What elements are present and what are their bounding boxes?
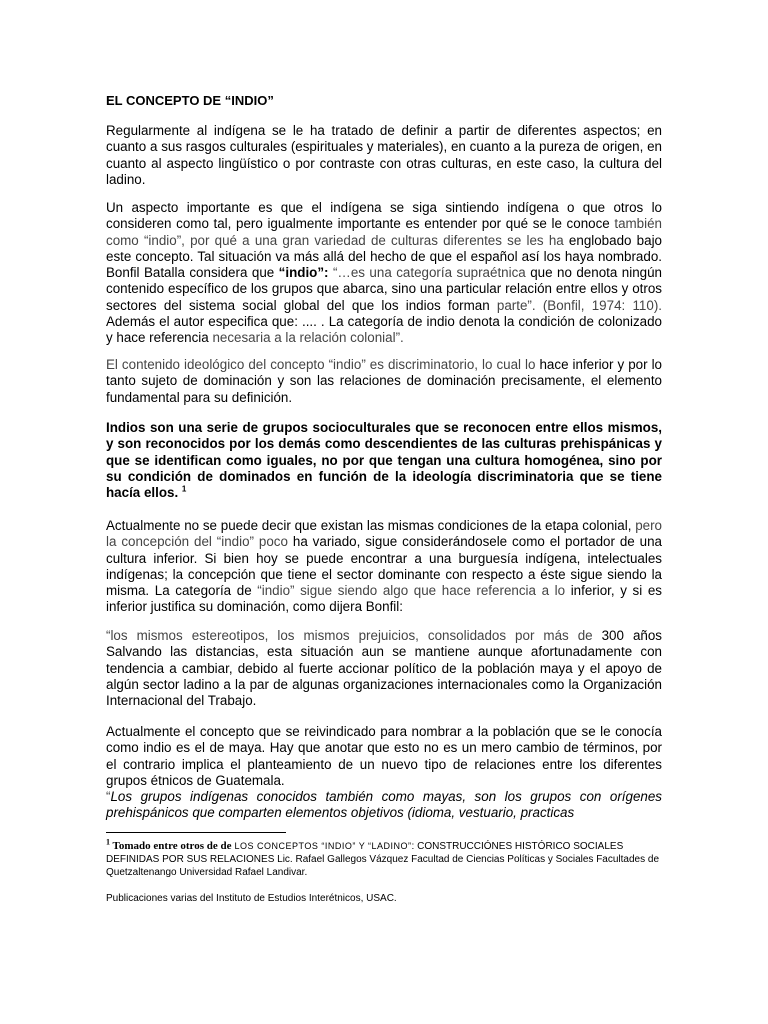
paragraph-2-part-h: Además el autor especifica que: .... . La categoría de indio denota la condición de colonizado y hace referencia [106, 314, 662, 346]
section-title: EL CONCEPTO DE “INDIO” [106, 93, 274, 108]
paragraph-2 [106, 200, 662, 347]
footnote-title: LOS CONCEPTOS “INDIO” Y “LADINO” [231, 841, 412, 851]
definition-paragraph [106, 420, 662, 501]
footnote-lead: Tomado entre otros de de [110, 840, 232, 852]
paragraph-3-part-b: hace inferior y por lo tanto sujeto de dominación y son las relaciones de dominación precisamente, el elemento fundamental para su definición. [106, 357, 662, 405]
footnote-number: 1 [106, 837, 110, 847]
paragraph-5-part-b: pero la concepción del “indio” poco [106, 518, 662, 550]
paragraph-6 [106, 628, 662, 709]
paragraph-2-part-a: Un aspecto importante es que el indígena se siga sintiendo indígena o que otros lo consideren como tal, pero igualmente importante es entender por qué se le conoce [106, 200, 662, 232]
paragraph-1: Regularmente al indígena se le ha tratado de definir a partir de diferentes aspectos; en cuanto a sus rasgos culturales (espirituales y materiales), en cuanto a la pureza de origen, en cuanto al aspecto lingüístico o por contraste con otras culturas, en este caso, la cultura del ladino. [106, 123, 662, 187]
paragraph-5 [106, 518, 662, 616]
paragraph-6-part-b: 300 años Salvando las distancias, esta situación aun se mantiene aunque afortunadamente con tendencia a cambiar, debido al fuerte accionar político de la población maya y el apoyo de algún sector ladino a la par de algunas organizaciones internacionales como la Organización Internacional del Trabajo. [106, 628, 662, 709]
paragraph-5-part-d: “indio” sigue siendo algo que hace referencia a lo [257, 583, 566, 599]
quote-end: necesaria a la relación colonial”. [212, 330, 404, 346]
term-indio: “indio”: [278, 265, 329, 281]
paragraph-2-part-f: que no denota ningún contenido específico de los grupos que abarca, sino una particular relación entre ellos y otros sectores del sistema social global del que los indios forman [106, 265, 662, 313]
paragraph-7-part-a: Actualmente el concepto que se reivindicado para nombrar a la población que se le conocía como indio es el de maya. Hay que anotar que esto no es un mero cambio de términos, por el contrario implica el planteamiento de un nuevo tipo de relaciones entre los diferentes grupos étnicos de Guatemala. [106, 724, 662, 788]
footnote-divider [106, 832, 286, 833]
paragraph-5-part-a: Actualmente no se puede decir que existan las mismas condiciones de la etapa colonial, [106, 518, 636, 533]
mayas-quote: Los grupos indígenas conocidos también como mayas, son los grupos con orígenes prehispánicos que comparten elementos objetivos (idioma, vestuario, practicas [106, 789, 662, 821]
citation: parte”. (Bonfil, 1974: 110). [496, 297, 662, 313]
paragraph-2-part-c: englobado bajo este concepto. Tal situación va más allá del hecho de que el español así los haya nombrado. Bonfil Batalla considera que [106, 232, 662, 281]
paragraph-3 [106, 357, 662, 406]
paragraph-2-part-b: también como “indio”, por qué a una gran variedad de culturas diferentes se les ha [106, 216, 662, 248]
footnote-source: : CONSTRUCCIÓNES HISTÓRICO SOCIALES DEFINIDAS POR SUS RELACIONES Lic. Rafael Gallegos Vázquez Facultad de Ciencias Políticas y Sociales Facultades de Quetzaltenango Universidad Rafael Landivar. [106, 841, 660, 878]
paragraph-5-part-c: ha variado, sigue considerándosele como el portador de una cultura inferior. Si bien hoy se puede encontrar a una burguesía indígena, intelectuales indígenas; la concepción que tiene el sector dominante con respecto a éste sigue siendo la misma. La categoría de [106, 534, 662, 599]
paragraph-5-part-e: inferior, y si es inferior justifica su dominación, como dijera Bonfil: [106, 583, 662, 615]
open-quote: “ [106, 789, 111, 805]
definition-text: Indios son una serie de grupos socioculturales que se reconocen entre ellos mismos, y son reconocidos por los demás como descendientes de las culturas prehispánicas y que se identifican como iguales, no por que tengan una cultura homogénea, sino por su condición de dominados en función de la ideología discriminatoria que se tiene hacía ellos. [106, 420, 662, 501]
bonfil-quote: “los mismos estereotipos, los mismos prejuicios, consolidados por más de [106, 628, 593, 643]
publication-note: Publicaciones varias del Instituto de Estudios Interétnicos, USAC. [106, 893, 397, 904]
paragraph-7 [106, 724, 662, 822]
footnote-ref[interactable]: 1 [181, 484, 187, 494]
footnote-1 [106, 837, 662, 879]
quote-start: “…es una categoría supraétnica [328, 265, 526, 281]
paragraph-3-part-a: El contenido ideológico del concepto “indio” es discriminatorio, lo cual lo [106, 357, 536, 372]
